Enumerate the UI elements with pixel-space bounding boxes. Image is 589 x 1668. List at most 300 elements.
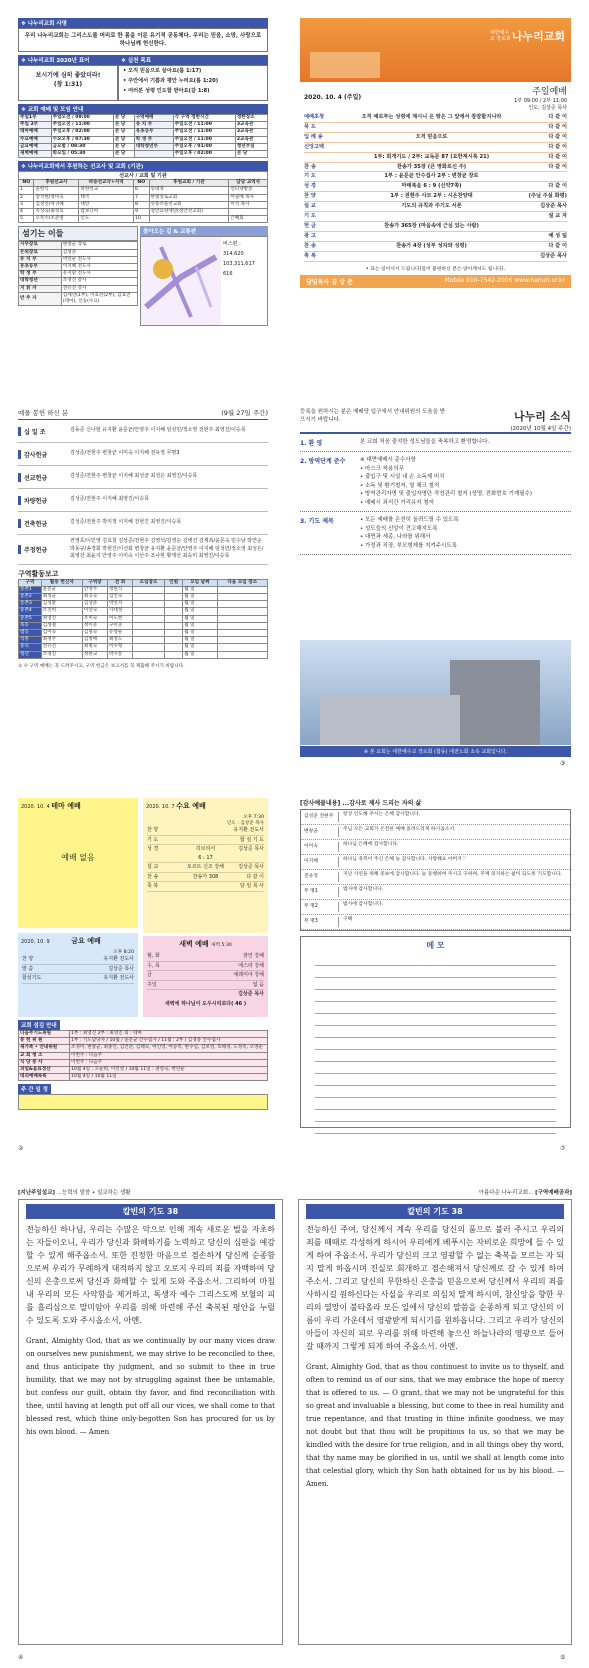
table-cell: 금요예배: [19, 143, 52, 150]
news-title: 나누리 소식: [514, 410, 571, 423]
thanks-name: 무 명1: [304, 889, 318, 894]
table-cell: 송촌5: [19, 615, 42, 622]
table-cell: 성안요양재단(성안선교회): [149, 209, 229, 216]
memo-line: [315, 1110, 556, 1122]
table-cell: 학 생 부: [19, 271, 62, 278]
table-cell: 동대경: [149, 187, 229, 194]
thanks-row: [301, 915, 570, 930]
table-cell: [164, 629, 182, 636]
table-cell: 유상숙/최경호: [34, 209, 79, 216]
verse-ref: (창 1:31): [53, 81, 83, 88]
thanks-name: 변창균: [304, 829, 318, 834]
order-content: 찬송가 35장 (큰 영화로신 주): [396, 163, 467, 170]
offering-type: 건축헌금: [18, 519, 64, 528]
table-cell: 인터넷방송: [229, 187, 268, 194]
schedule-cell: 토르트 신조 강해: [187, 864, 224, 870]
order-label: 광 고: [304, 232, 316, 239]
schedule-cell: [59, 974, 96, 983]
schedule-row: [147, 836, 264, 846]
memo-line: [315, 1062, 556, 1074]
order-content: 기도의 규칙과 주기도 서론: [401, 203, 462, 210]
staff-row: [19, 242, 138, 249]
mission-row: [19, 209, 268, 216]
table-cell: 박연순 전도사: [61, 256, 137, 263]
table-cell: 본 당: [113, 136, 134, 143]
standing-note: • 표는 일어서서 드립니다(몸이 불편하신 분은 앉아계셔도 됩니다).: [365, 266, 506, 272]
table-header-cell: 전 화: [107, 579, 132, 586]
table-cell: 한빛장로교회: [149, 194, 229, 201]
order-row: [304, 242, 567, 252]
table-cell: 본 당: [113, 143, 134, 150]
table-cell: 정이준: [82, 622, 107, 629]
order-row: [304, 252, 567, 262]
table-cell: 주일오전 / 11:00: [173, 136, 235, 143]
table-cell: 인도: [79, 216, 134, 223]
schedule-cell: 유지환 전도사: [103, 975, 134, 981]
mission-row: [19, 194, 268, 201]
table-cell: 월 일: [183, 629, 217, 636]
table-cell: 봉 헌 위 원: [19, 1038, 70, 1045]
table-header-cell: 담당 교역자: [229, 180, 268, 187]
memo-line: [315, 1074, 556, 1086]
schedule-cell: 수, 목: [147, 962, 160, 969]
friday-service-box: 2020. 10. 9 금요 예배 오후 8:20 찬 양 유지환 전도사 말 씀 김상준 목사 합심기도 유지환 전도사: [18, 933, 138, 1017]
memo-box: [300, 936, 571, 1128]
table-cell: 송촌4: [19, 608, 42, 615]
memo-line: [315, 1122, 556, 1134]
thanks-name: 김성준 전현주: [304, 814, 334, 819]
table-cell: 조미숙: [82, 615, 107, 622]
order-row: [304, 182, 567, 192]
prayer-right-english: Grant, Almighty God, that as thou continuest to invite us to thyself, and often to remind us of our sins, that we may embrace the hope of mercy that is offered to us. — O grant, that we may not be ungrateful for this so great and invaluable a blessing, but come to thee in real humility and true repentance, and that trusting in thine infinite goodness, we may not doubt but that thou wilt be propitious to us, so that we may be kindled with the desire for true religion, and in all things obey thy word, that thy name may be glorified in us, until we shall at length come into that celestial glory, which thy Son hath obtained for us by his blood. — Amen.: [306, 1363, 564, 1488]
memo-line: [315, 1086, 556, 1098]
table-cell: [133, 615, 165, 622]
schedule-row: [147, 882, 264, 892]
photo-caption: ※ 본 교회는 대한예수교 장로회 (합동) 대전노회 소속 교회입니다.: [300, 746, 571, 757]
order-row: [304, 232, 567, 242]
table-cell: 구역예배: [134, 115, 173, 122]
schedule-row: [147, 971, 264, 981]
page4-left: [지난주일설교] ...능력의 말씀 • 설교하는 생활 칼빈의 기도 38 전능하신 하나님, 우리는 수많은 악으로 인해 계속 새로운 벌을 자초하는 자들이오니, 우리가 당신과 화해하기를 노력하고 당신의 심판을 예감할 수 있게 해주옵소서. 또한 진정한 마음으로 겸손하게 당신께 순종함으로써 우리가 무례하게 대적하지 않고 오로지 우리의 죄를 자백하여 당신의 은총으로써 당신과 화해할 수 있게 도와 주옵소서. 그리하여 마침내 우리의 모든 사악함을 제거하고, 독생자 예수 그리스도께 보혈의 피를 흘리심으로 말미암아 우리를 위해 마련해 주신 축복된 평안을 누릴 수 있도록 도와 주시옵소서, 아멘. Grant, Almighty God, that as we continually by our many vices draw on ourselves new punishment, we may strive to be reconciled to thee, and thus anticipate thy judgment, and so submit to thee in true humility, that we may not by struggling against thee be untamable, but confess our guilt, obtain thy favor, and find reconciliation with thee, until having at length put off all our vices, we shall come to that blessed rest, which thine only-begotten Son has procured for us by his own blood. — Amen: [18, 1188, 283, 1650]
order-content: [340, 212, 523, 221]
order-person: 예 성 팀: [548, 232, 567, 239]
table-cell: 오복수/조준열: [34, 216, 79, 223]
table-cell: 전유진: [41, 644, 82, 651]
group-report-title: 구역활동보고: [18, 569, 59, 578]
vision-text: 우리 나누리교회는 그리스도를 머리로 한 몸을 이룬 유기적 공동체다. 우리는 믿음, 소망, 사랑으로 하나님께 헌신한다.: [24, 33, 262, 47]
order-row: [304, 153, 567, 163]
table-cell: 법동: [19, 629, 42, 636]
table-cell: [164, 651, 182, 658]
schedule-cell: 잠언 강해: [243, 953, 264, 959]
order-person: 다 같 이: [548, 163, 567, 170]
services-table: [18, 114, 268, 158]
schedule-cell: [59, 955, 96, 964]
schedule-cell: 없 음: [252, 981, 264, 988]
news-label: 2. 방역단계 준수: [300, 458, 346, 465]
order-label: 기 도: [304, 173, 316, 180]
schedule-cell: 합 심 기 도: [239, 836, 264, 843]
schedule-cell: 월, 화: [147, 953, 160, 959]
table-cell: 유초등부: [19, 264, 62, 271]
memo-title: 메 모: [426, 941, 445, 950]
order-content: 1부: 회개기도 / 2부: 교독문 87 (요한계시록 21): [373, 153, 490, 160]
table-cell: 월 일: [183, 586, 217, 593]
thanks-row: [301, 870, 570, 885]
offering-row: [18, 466, 268, 489]
service-row: [19, 129, 268, 136]
memo-line: [315, 1098, 556, 1110]
order-person: 다 같 이: [548, 123, 567, 130]
table-cell: 대학청년: [19, 278, 62, 285]
table-cell: [164, 622, 182, 629]
table-cell: 북한선교: [79, 187, 134, 194]
thanks-text: 범사에 감사합니다.: [338, 902, 567, 912]
schedule-cell: 금: [147, 972, 152, 978]
table-cell: 반 주 자: [19, 292, 62, 305]
offering-names: 김성준/전현주 이지혜 최영진/이승목: [70, 496, 149, 503]
table-cell: 유지환 전도사: [61, 271, 137, 278]
schedule-cell: 김상준 목사: [238, 864, 264, 870]
schedule-cell: [186, 836, 225, 845]
order-content: 1부 : 윤문균 안수집사 2부 : 변창균 장로: [384, 173, 479, 180]
table-cell: 본 당: [113, 129, 134, 136]
order-row: [304, 212, 567, 222]
order-content: 마태복음 6 : 9 (신약7쪽): [401, 183, 462, 190]
table-cell: 3교육관: [235, 129, 267, 136]
table-cell: 교 회 청 소: [19, 1052, 70, 1059]
thanks-text: 주님 모든 교회가 온전한 예배 올려드리게 하시옵소서.: [338, 827, 567, 837]
table-cell: 시무장로: [19, 242, 62, 249]
order-label: 찬 송: [304, 242, 316, 249]
table-cell: 다음주기도위원: [19, 1031, 70, 1038]
service-date: 2020. 10. 4 (주일): [304, 94, 362, 101]
table-cell: 주일오전 / 11:00: [51, 122, 113, 129]
page1-left: ❖ 나누리교회 사명 우리 나누리교회는 그리스도를 머리로 한 몸을 이룬 유기적 공동체다. 우리는 믿음, 소망, 사랑으로 하나님께 헌신한다. ❖ 나누리교회 2020년 표어 보시기에 심히 좋았더라! (창 1:31) ❖ 실천 목표 • 오직 믿음으로 살아요(롬 1:17) • 주안에서 기쁨과 평안 누려요(롬 1:20) • 여러분 성령 인도함 받아요(갈 1:8) ❖ 교회 예배 및 모임 안내 주일1부 주일오전 / 09:00 본 당 구역예배 각 구역 정한시간 정한장소 주일 2부 주일오전 / 11:00 본 당 유 치 부 주일오전 / 11:00 3교육관 테마예배 주일오후 / 02:00 본 당 유초등부 주일오전 / 11:00 3교육관 수요예배 수요오후 / 07:30 본 당 학 생 부 주일오전 / 11:00 2교육관 금요예배 금요밤 / 08:30 본 당 대학청년부 주일오후 / 01:00 청년부실 새벽예배 화요일 / 05:30 본 당 주일오후 / 02:00 본 당 ❖ 나누리교회에서 후원하는 선교사 및 교회 (기관) 선교사 / 교회 및 기관 NO 후원선교사 파송선교국+지역 NO 후원교회 / 기관 담당 교역자 1 윤한식 북한선교 6 동대경 인터넷방송 2 장석현/정미숙 태국 7 한빛장로교회 이필배 목사 3 김성진/차귀혜 대만 8 뜻플러플선교회 이석 목사 4 유상숙/최경호 캄보디아 9 성안요양재단(성안선교회) 5 오복수/조준열 인도 10 은혜회 섬기는 이들 시무장로 변창균 장로 은퇴장로 김성준 유 치 부 박연순 전도사 유초등부 이지혜 전도사 학 생 부 유지환 전도사 대학청년 조경진 강사 지 휘 자 전유진 강사 반 주 자 김세연(1부), 이효선(2부), 김효연(테마), 신승(수요) 찾아오는 길 & 교통편 버스편 : 314,620 103,311,617 616: [18, 18, 268, 373]
order-label: 찬 송: [304, 163, 316, 170]
table-cell: 캄보디아: [79, 209, 134, 216]
service-row: [19, 122, 268, 129]
table-cell: 6: [134, 187, 149, 194]
memo-line: [315, 966, 556, 978]
service-info-row: [19, 1031, 268, 1038]
order-person: 다 같 이: [548, 183, 567, 190]
service-info-row: [19, 1074, 268, 1081]
offering-row: [18, 512, 268, 535]
table-cell: [164, 586, 182, 593]
page-number: ⑦: [560, 1145, 566, 1152]
table-cell: 송촌1: [19, 586, 42, 593]
news-body: 본 교회 처음 출석한 성도님들을 축복하고 환영합니다.: [360, 439, 490, 445]
table-cell: 석봉: [19, 637, 42, 644]
table-cell: 김성철: [41, 622, 82, 629]
table-cell: 월 일: [183, 608, 217, 615]
schedule-row: [22, 974, 134, 984]
table-cell: 이연숙: [82, 608, 107, 615]
news-item: [300, 434, 571, 452]
table-cell: [149, 216, 229, 223]
service-row: [19, 115, 268, 122]
table-cell: 본 당: [235, 151, 267, 158]
offering-names: 김성준/전현주 변창균 이미숙 이지혜 전유정 무명3: [70, 450, 180, 457]
table-cell: 조경미, 변창균, 최종인, 김진준, 김태숙, 여인영, 여승복, 한수심, 김보영, 호해경, 도정옥, 오영순: [70, 1045, 268, 1052]
group-row: [19, 608, 268, 615]
order-label: 찬 양: [304, 193, 316, 200]
memo-line: [315, 1026, 556, 1038]
table-cell: 1부 : 기도담당자 / 10월 / 윤문균 안수집사 / 11월 : 2부 / 김경종 안수집사: [70, 1038, 268, 1045]
table-cell: 송촌3: [19, 601, 42, 608]
thanks-row: [301, 900, 570, 915]
schedule-cell: 기 도: [147, 836, 159, 843]
schedule-cell: 예레미야 강해: [233, 972, 264, 978]
mission-row: [19, 201, 268, 208]
table-cell: 3: [19, 201, 34, 208]
news-intro: 등록을 원하시는 분은 예배당 입구에서 안내위원의 도움을 받으시기 바랍니다.: [300, 409, 446, 423]
table-cell: 월 일: [183, 651, 217, 658]
group-row: [19, 622, 268, 629]
schedule-cell: [186, 882, 225, 891]
schedule-cell: 유지환 전도사: [103, 956, 134, 962]
group-row: [19, 644, 268, 651]
table-cell: 태국: [79, 194, 134, 201]
page2-right: [300, 408, 571, 760]
order-person: (주님 주실 화평): [528, 193, 567, 200]
table-cell: 주일오후 / 01:00: [173, 143, 235, 150]
offering-list: [18, 420, 268, 565]
table-cell: 목동: [19, 622, 42, 629]
table-cell: [133, 622, 165, 629]
table-cell: [217, 593, 267, 600]
weekly-schedule-box: [18, 1094, 268, 1110]
thanks-row: [301, 825, 570, 840]
page1-right: [300, 18, 571, 373]
table-cell: 김세연(1부), 이효선(2부), 김효연(테마), 신승(수요): [61, 292, 137, 305]
table-cell: 테마예배: [19, 129, 52, 136]
offering-row: [18, 420, 268, 443]
order-content: 찬송가 365장 (마음속에 근심 있는 사람): [384, 222, 479, 229]
church-photo: [300, 640, 571, 745]
news-label: 1. 환 영: [300, 440, 323, 447]
table-header-cell: 파송선교국+지역: [79, 180, 134, 187]
order-row: [304, 113, 567, 123]
thanks-row: [301, 840, 570, 855]
offering-type: 선교헌금: [18, 473, 64, 482]
table-cell: 김성진/차귀혜: [34, 201, 79, 208]
table-cell: 새벽예배: [19, 151, 52, 158]
table-header-cell: NO: [134, 180, 149, 187]
order-of-service: [304, 113, 567, 262]
schedule-cell: 찬송가 308: [192, 873, 219, 880]
thanks-text: 하나님 축복이 주신 은혜 늘 감사합니다. 사랑해요 아버지♡: [338, 857, 567, 867]
offering-names: 권영호/이민영 김효철 김상준/전현주 김영석/김영순 김병진 김재복/윤문숙 민수남 박연순 박동규/송경회 박현진/이선화 변창균 유지환 윤문균/안영주 이지혜 임성민/정소영 최성은/최영진 최윤지 안영주 이미숙 이선주 조나현 황재선 최숙미 최영진/이승목: [70, 538, 264, 559]
table-cell: 김정애: [82, 637, 107, 644]
table-cell: 김이숙: [41, 629, 82, 636]
table-cell: [164, 615, 182, 622]
table-cell: 2: [19, 194, 34, 201]
order-person: 다 같 이: [548, 114, 567, 120]
table-header-cell: 활동 헌신자: [41, 579, 82, 586]
offering-type: 십 일 조: [18, 427, 64, 436]
order-person: 다 같 이: [548, 143, 567, 150]
thanks-text: 항상 인도해 주시는 은혜 감사합니다.: [338, 812, 567, 822]
table-header-cell: 후원선교사: [34, 180, 79, 187]
memo-line: [315, 990, 556, 1002]
table-cell: 새가족 • 안내위원: [19, 1045, 70, 1052]
table-cell: 주일 2부: [19, 122, 52, 129]
thanks-name: 이지혜: [304, 859, 318, 864]
table-cell: 본 당: [113, 151, 134, 158]
group-row: [19, 601, 268, 608]
service-info-row: [19, 1045, 268, 1052]
table-cell: [217, 651, 267, 658]
table-cell: 최영진: [41, 615, 82, 622]
missions-header: ❖ 나누리교회에서 후원하는 선교사 및 교회 (기관): [18, 161, 268, 171]
table-cell: 박시문: [107, 651, 132, 658]
table-cell: 10월 4일 : 오순희, 이민영 / 10월 11일 : 권영숙, 박연순: [70, 1067, 268, 1074]
table-cell: 조경진: [41, 651, 82, 658]
prayer-right-title: 칼빈의 기도 38: [306, 1204, 564, 1219]
schedule-row: [147, 845, 264, 863]
dawn-verse: 새벽에 하나님이 도우시리로다( 46 ): [164, 1001, 247, 1007]
table-cell: 주일오전 / 11:00: [173, 122, 235, 129]
table-cell: 수요오후 / 07:30: [51, 136, 113, 143]
prayer-left-title: 칼빈의 기도 38: [26, 1204, 275, 1219]
table-cell: 은혜회: [229, 216, 268, 223]
table-cell: 정한장소: [235, 115, 267, 122]
page-number: ⑤: [560, 1654, 566, 1661]
schedule-cell: 성 경: [147, 846, 159, 852]
service-times: 1부 09:00 / 2부 11:00: [514, 98, 567, 104]
missions-table: [18, 179, 268, 223]
schedule-cell: 다 같 이: [246, 873, 264, 880]
table-cell: [133, 601, 165, 608]
table-cell: [133, 629, 165, 636]
prayer-left-english: Grant, Almighty God, that as we continually by our many vices draw on ourselves new punishment, we may strive to be reconciled to thee, and thus anticipate thy judgment, and so submit to thee in true humility, that we may not by struggling against thee be untamable, but confess our guilt, obtain thy favor, and find reconciliation with thee, until having at length put off all our vices, we shall come to that blessed rest, which thine only-begotten Son has procured for us by his own blood. — Amen: [26, 1337, 275, 1436]
order-person: [523, 222, 567, 231]
order-row: [304, 172, 567, 182]
table-cell: 식 당 봉 사: [19, 1059, 70, 1066]
news-item: [300, 452, 571, 512]
table-cell: 주일오전 / 11:00: [173, 129, 235, 136]
table-cell: 윤문균: [41, 586, 82, 593]
table-cell: 구이준: [107, 622, 132, 629]
table-cell: [133, 586, 165, 593]
schedule-cell: [186, 826, 225, 835]
church-denomination: 대한예수교 장로회: [489, 30, 511, 42]
missions-subheader: 선교사 / 교회 및 기관: [18, 171, 268, 179]
thanks-text: 지난 사연을 위해 중보에 감사합니다. 늘 동행하여 주시고 구하며, 주께 의지하는 삶이 되도록 기도합니다.: [338, 872, 567, 882]
schedule-cell: 김상준 목사: [108, 965, 134, 972]
table-header-cell: 구역: [19, 579, 42, 586]
table-cell: 유초등부: [134, 129, 173, 136]
schedule-cell: 주일: [147, 981, 157, 988]
table-cell: [134, 151, 173, 158]
service-title: 주일예배: [532, 87, 567, 97]
memo-line: [315, 1002, 556, 1014]
table-cell: 정한교: [82, 651, 107, 658]
order-content: 오직 예로부는 성령에 계시니 온 땅은 그 앞에서 잠잠할지니라: [361, 114, 502, 120]
table-header-cell: 구역장: [82, 579, 107, 586]
order-person: 김상준 목사: [540, 252, 567, 259]
table-cell: 이도현: [107, 615, 132, 622]
table-header-cell: 후원교회 / 기관: [149, 180, 229, 187]
mission-row: [19, 216, 268, 223]
staff-table: [18, 241, 138, 306]
thanks-row: [301, 885, 570, 900]
table-cell: [164, 637, 182, 644]
table-cell: 이지혜 전도사: [61, 264, 137, 271]
table-cell: [133, 593, 165, 600]
service-info-row: [19, 1038, 268, 1045]
table-cell: 이번주 : 다음주: [70, 1052, 268, 1059]
table-cell: 9: [134, 209, 149, 216]
thanks-name: 이미숙: [304, 844, 318, 849]
table-header-cell: 다음 모임 장소: [217, 579, 267, 586]
table-cell: [164, 593, 182, 600]
table-cell: 대외예배목록: [19, 1074, 70, 1081]
schedule-row: [147, 952, 264, 962]
schedule-cell: 설 교: [147, 864, 159, 870]
table-cell: 최공숙: [82, 593, 107, 600]
table-header-cell: 모임 날짜: [183, 579, 217, 586]
schedule-cell: 합심기도: [22, 975, 42, 981]
order-row: [304, 163, 567, 173]
order-content: 찬송가 4장 (성부 성자와 성령): [396, 242, 467, 249]
offering-type: 주정헌금: [18, 545, 64, 554]
schedule-cell: 축 복: [147, 883, 159, 889]
table-cell: 본 당: [113, 115, 134, 122]
table-cell: 조진희: [41, 608, 82, 615]
thanks-text: 범사에 감사합니다.: [338, 887, 567, 897]
table-cell: [229, 209, 268, 216]
order-content: 오직 믿음으로: [415, 133, 448, 140]
schedule-cell: 담 임 목 사: [239, 883, 264, 889]
table-header-cell: NO: [19, 180, 34, 187]
service-row: [19, 143, 268, 150]
order-content: [340, 143, 523, 152]
services-header: ❖ 교회 예배 및 모임 안내: [18, 104, 268, 114]
table-cell: 5: [19, 216, 34, 223]
order-row: [304, 123, 567, 133]
table-cell: [217, 586, 267, 593]
schedule-cell: 찬 양: [147, 827, 159, 833]
page-number: ②: [18, 1145, 24, 1152]
order-person: 설 교 자: [548, 213, 567, 220]
table-cell: 김인숙: [107, 593, 132, 600]
table-cell: 중리: [19, 644, 42, 651]
table-cell: 유영순: [107, 629, 132, 636]
thanks-row: [301, 810, 570, 825]
table-cell: 주일오후 / 02:00: [51, 129, 113, 136]
staff-row: [19, 256, 138, 263]
offering-title: 예물 봉헌 하신 분: [18, 409, 69, 417]
table-cell: 윤한식: [34, 187, 79, 194]
table-cell: 2교육관: [235, 136, 267, 143]
offering-type: 차량헌금: [18, 496, 64, 505]
table-cell: [164, 601, 182, 608]
verse-text: 보시기에 심히 좋았더라!: [35, 72, 101, 79]
order-row: [304, 133, 567, 143]
offering-type: 감사헌금: [18, 450, 64, 459]
staff-row: [19, 292, 138, 305]
table-cell: 주일1부: [19, 115, 52, 122]
order-person: 다 같 이: [548, 153, 567, 160]
table-cell: 안영주: [82, 586, 107, 593]
contact-info: Mobile 010-7542-2006 www.nanuri.or.kr: [444, 276, 565, 284]
cover-banner: [300, 18, 571, 82]
thanks-text: 하나님 은혜에 감사합니다.: [338, 842, 567, 852]
table-cell: [217, 637, 267, 644]
